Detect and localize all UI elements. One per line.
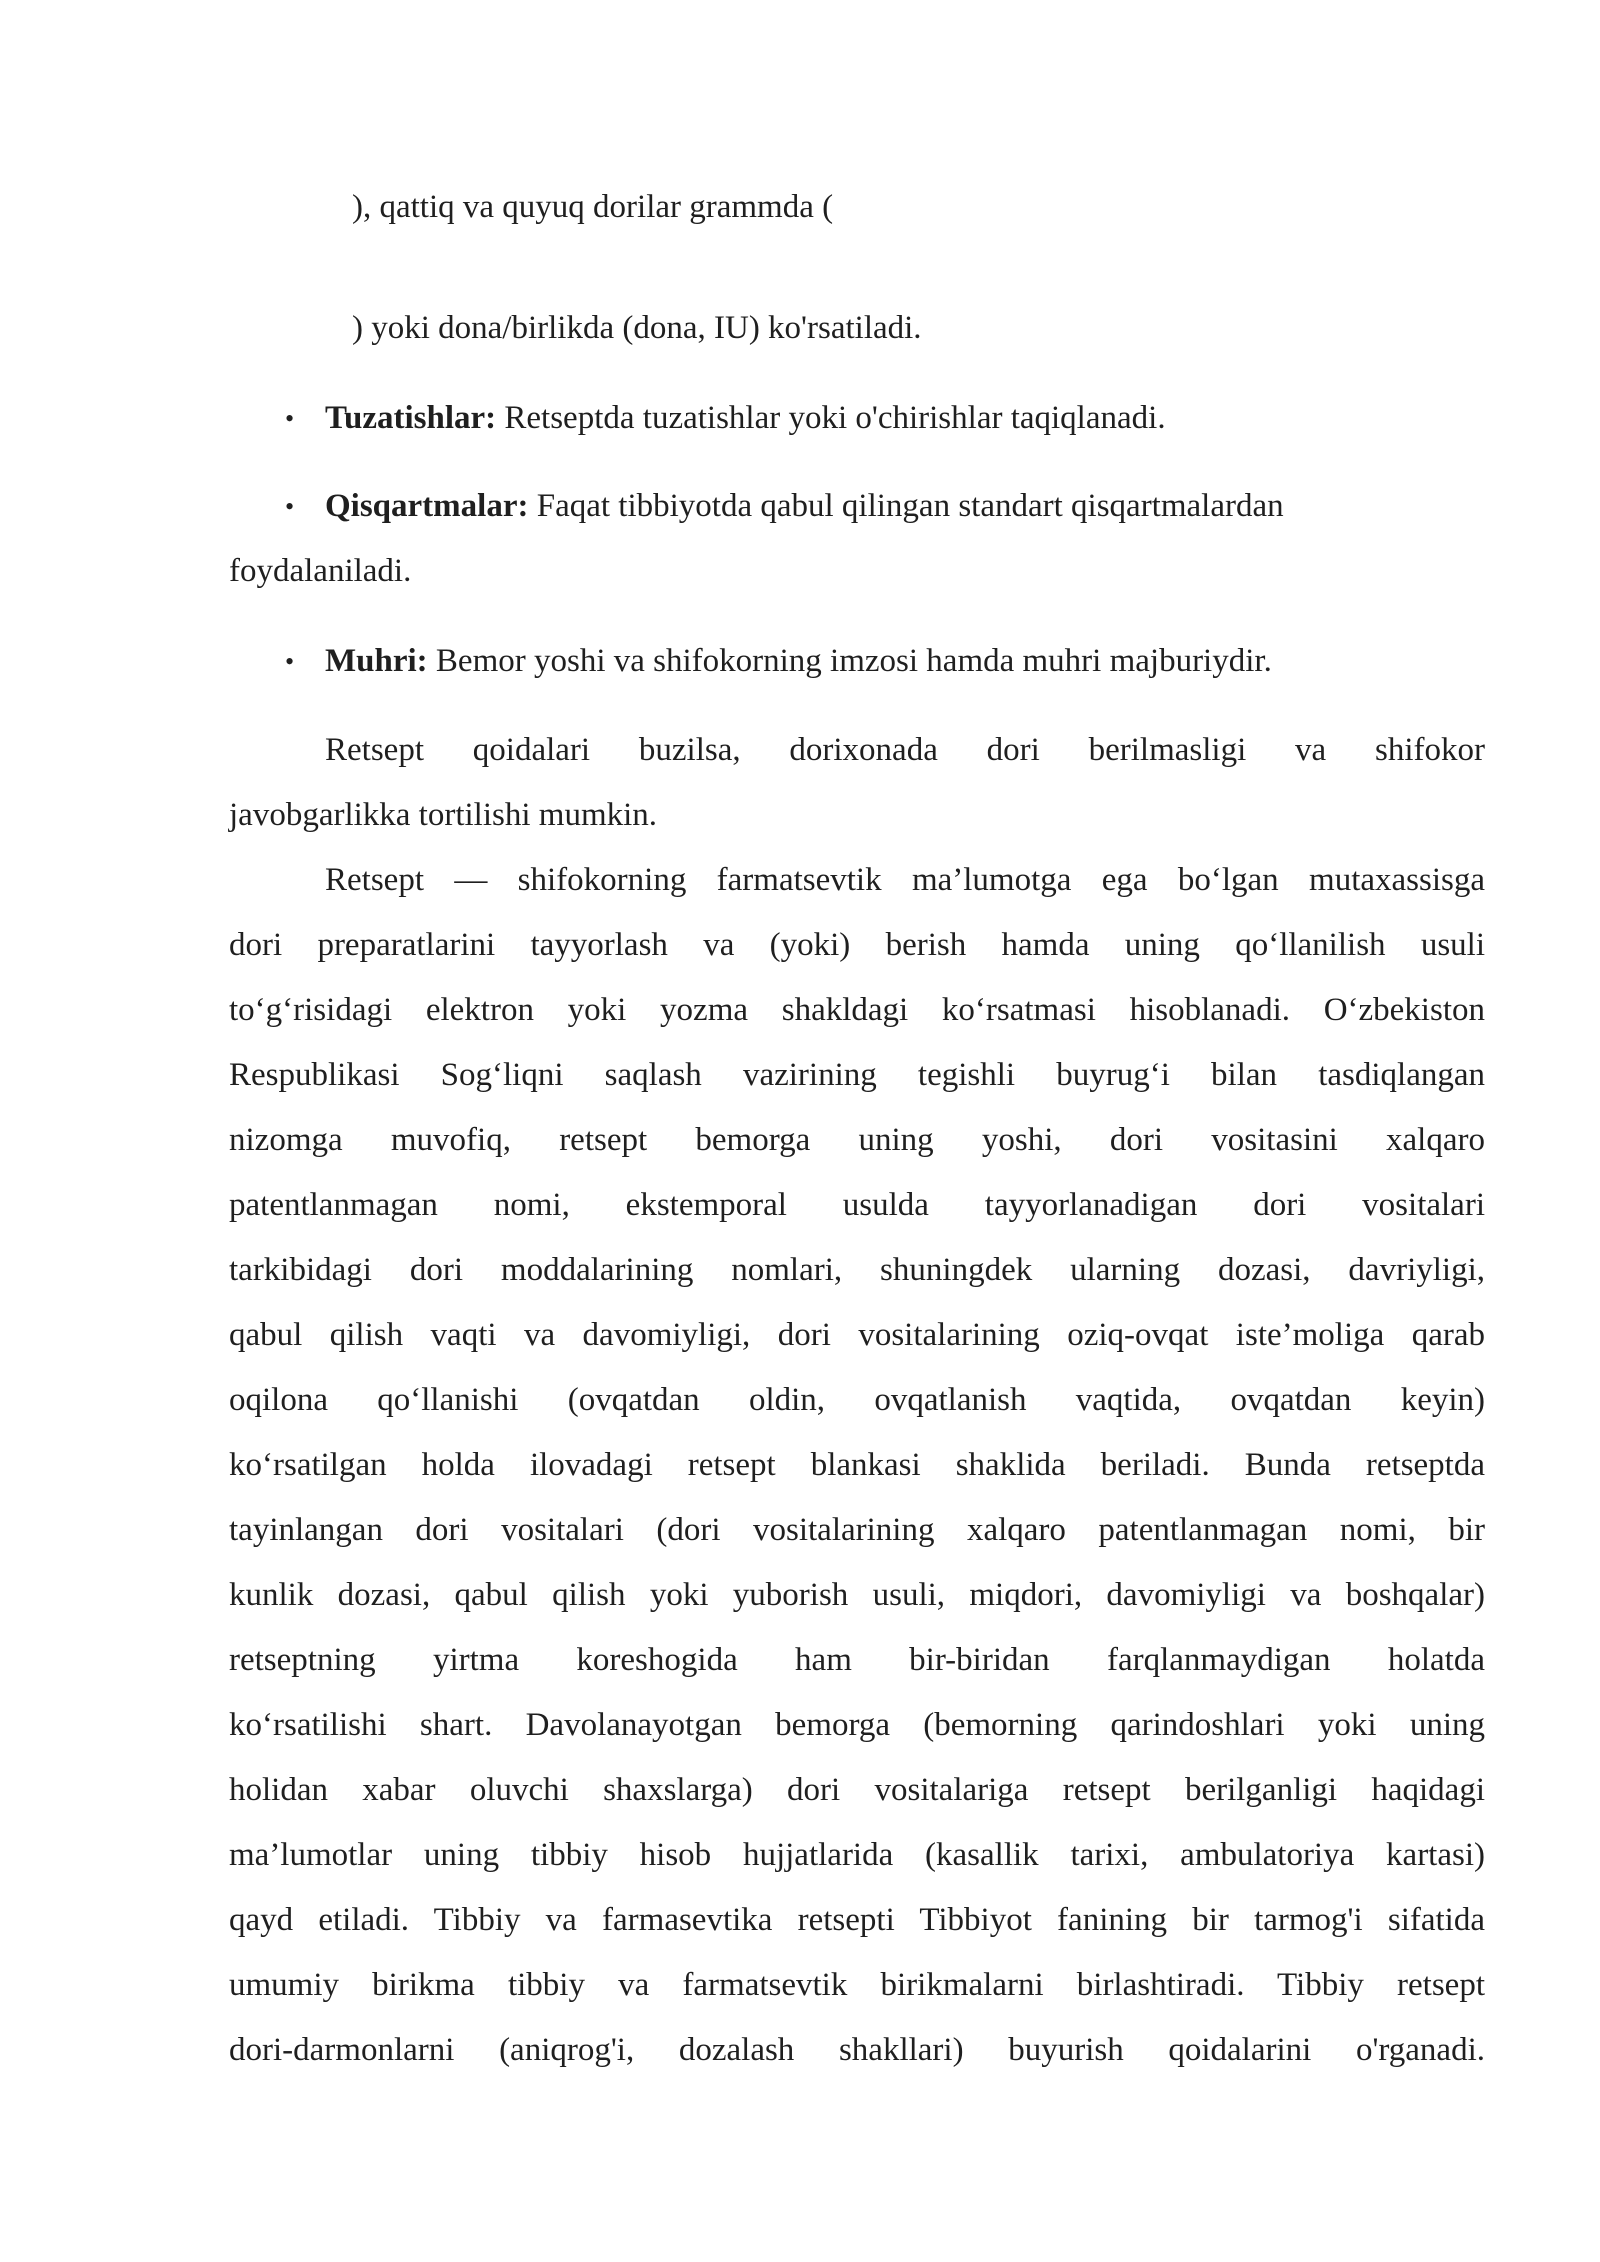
bullet-item-qisqartmalar	[229, 474, 1485, 604]
text-fragment: ) yoki dona/birlikda (dona, IU) ko'rsatiladi.	[352, 310, 922, 346]
paragraph-line: ko‘rsatilgan holda ilovadagi retsept blankasi shaklida beriladi. Bunda retseptda	[229, 1447, 1485, 1483]
paragraph-line: dori preparatlarini tayyorlash va (yoki) berish hamda uning qo‘llanilish usuli	[229, 927, 1485, 963]
paragraph-line: to‘g‘risidagi elektron yoki yozma shakldagi ko‘rsatmasi hisoblanadi. O‘zbekiston	[229, 992, 1485, 1028]
paragraph-line: Retsept — shifokorning farmatsevtik ma’lumotga ega bo‘lgan mutaxassisga	[325, 862, 1485, 898]
paragraph-line: oqilona qo‘llanishi (ovqatdan oldin, ovqatlanish vaqtida, ovqatdan keyin)	[229, 1382, 1485, 1418]
bullet-text: Retseptda tuzatishlar yoki o'chirishlar taqiqlanadi.	[504, 400, 1166, 436]
bullet-dot-icon: •	[285, 492, 295, 521]
paragraph	[229, 848, 1485, 2083]
bullet-text: Bemor yoshi va shifokorning imzosi hamda muhri majburiydir.	[435, 643, 1272, 679]
bullet-label: Tuzatishlar:	[325, 400, 497, 436]
bullet-dot-icon: •	[285, 647, 295, 676]
bullet-text: Faqat tibbiyotda qabul qilingan standart qisqartmalardan	[536, 488, 1284, 524]
paragraph-line: qabul qilish vaqti va davomiyligi, dori vositalarining oziq-ovqat iste’moliga qarab	[229, 1317, 1485, 1353]
bullet-label: Qisqartmalar:	[325, 488, 529, 524]
paragraph-line: kunlik dozasi, qabul qilish yoki yuborish usuli, miqdori, davomiyligi va boshqalar)	[229, 1577, 1485, 1613]
paragraph-line: ma’lumotlar uning tibbiy hisob hujjatlarida (kasallik tarixi, ambulatoriya kartasi)	[229, 1837, 1485, 1873]
paragraph-line: patentlanmagan nomi, ekstemporal usulda tayyorlanadigan dori vositalari	[229, 1187, 1485, 1223]
paragraph-line: Retsept qoidalari buzilsa, dorixonada dori berilmasligi va shifokor	[325, 732, 1485, 768]
bullet-line	[229, 474, 1485, 539]
paragraph-line: qayd etiladi. Tibbiy va farmasevtika retsepti Tibbiyot fanining bir tarmog'i sifatida	[229, 1902, 1485, 1938]
paragraph-line: retseptning yirtma koreshogida ham bir-biridan farqlanmaydigan holatda	[229, 1642, 1485, 1678]
paragraph	[229, 718, 1485, 848]
bullet-text-continuation: foydalaniladi.	[229, 553, 412, 589]
paragraph-line: tarkibidagi dori moddalarining nomlari, shuningdek ularning dozasi, davriyligi,	[229, 1252, 1485, 1288]
paragraph-line: nizomga muvofiq, retsept bemorga uning yoshi, dori vositasini xalqaro	[229, 1122, 1485, 1158]
paragraph-line: holidan xabar oluvchi shaxslarga) dori vositalariga retsept berilganligi haqidagi	[229, 1772, 1485, 1808]
bullet-line	[229, 629, 1485, 694]
paragraph-line: tayinlangan dori vositalari (dori vositalarining xalqaro patentlanmagan nomi, bir	[229, 1512, 1485, 1548]
bullet-dot-icon: •	[285, 404, 295, 433]
paragraph-line: ko‘rsatilishi shart. Davolanayotgan bemorga (bemorning qarindoshlari yoki uning	[229, 1707, 1485, 1743]
paragraph-line: javobgarlikka tortilishi mumkin.	[229, 797, 658, 833]
bullet-label: Muhri:	[325, 643, 428, 679]
bullet-item-tuzatishlar	[229, 386, 1485, 451]
bullet-item-muhri	[229, 629, 1485, 694]
bullet-line	[229, 386, 1485, 451]
paragraph-line: umumiy birikma tibbiy va farmatsevtik birikmalarni birlashtiradi. Tibbiy retsept	[229, 1967, 1485, 2003]
text-fragment: ), qattiq va quyuq dorilar grammda (	[352, 189, 834, 225]
paragraph-line: Respublikasi Sog‘liqni saqlash vazirining tegishli buyrug‘i bilan tasdiqlangan	[229, 1057, 1485, 1093]
paragraph-line: dori-darmonlarni (aniqrog'i, dozalash shakllari) buyurish qoidalarini o'rganadi.	[229, 2032, 1485, 2068]
